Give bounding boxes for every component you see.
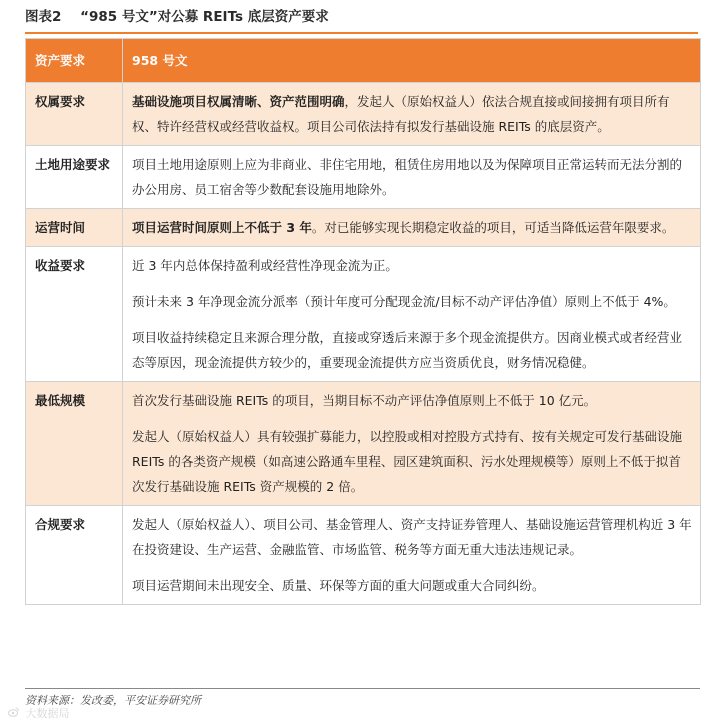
content-paragraph: [132, 89, 692, 139]
content-paragraph: 发起人（原始权益人）具有较强扩募能力，以控股或相对控股方式持有、按有关规定可发行基础设施 REITs 的各类资产规模（如高速公路通车里程、园区建筑面积、污水处理规模等）原则上不低于拟首次发行基础设施 REITs 资产规模的 2 倍。: [132, 429, 683, 494]
row-content: [123, 83, 701, 146]
row-content: [123, 382, 701, 506]
figure-label: 图表2: [25, 9, 62, 25]
row-label: 运营时间: [26, 209, 123, 247]
body-text: 项目土地用途原则上应为非商业、非住宅用地，租赁住房用地以及为保障项目正常运转而无法分割的办公用房、员工宿舍等少数配套设施用地除外。: [132, 157, 683, 197]
table-row: [26, 209, 701, 247]
row-content: [123, 146, 701, 209]
row-label: 权属要求: [26, 83, 123, 146]
watermark: [8, 707, 70, 721]
content-paragraph: 近 3 年内总体保持盈利或经营性净现金流为正。: [132, 258, 398, 273]
emphasis-text: 项目运营时间原则上不低于 3 年: [132, 220, 312, 235]
row-label: 合规要求: [26, 506, 123, 605]
table-row: [26, 146, 701, 209]
table-row: [26, 506, 701, 605]
weibo-like-icon: [8, 707, 19, 721]
row-label: 收益要求: [26, 247, 123, 382]
content-paragraph: 预计未来 3 年净现金流分派率（预计年度可分配现金流/目标不动产评估净值）原则上不低于 4%。: [132, 294, 676, 309]
figure-title: “985 号文”对公募 REITs 底层资产要求: [80, 9, 329, 25]
table-row: [26, 83, 701, 146]
row-label: 土地用途要求: [26, 146, 123, 209]
content-paragraph: 项目收益持续稳定且来源合理分散，直接或穿透后来源于多个现金流提供方。因商业模式或者经营业态等原因，现金流提供方较少的，重要现金流提供方应当资质优良，财务情况稳健。: [132, 330, 683, 370]
content-paragraph: 项目运营期间未出现安全、质量、环保等方面的重大问题或重大合同纠纷。: [132, 578, 545, 593]
header-col-requirement: 资产要求: [26, 39, 123, 83]
content-paragraph: [132, 215, 692, 240]
table-row: [26, 382, 701, 506]
table-header-row: [26, 39, 701, 83]
row-label: 最低规模: [26, 382, 123, 506]
source-note: 资料来源：发改委，平安证券研究所: [25, 688, 700, 709]
body-text: 。对已能够实现长期稳定收益的项目，可适当降低运营年限要求。: [311, 220, 675, 235]
emphasis-text: 基础设施项目权属清晰、资产范围明确: [132, 94, 345, 109]
content-paragraph: 首次发行基础设施 REITs 的项目，当期目标不动产评估净值原则上不低于 10 亿元。: [132, 393, 597, 408]
reits-requirements-table: [25, 38, 701, 605]
watermark-text: 大数据局: [25, 707, 70, 720]
content-paragraph: 发起人（原始权益人）、项目公司、基金管理人、资产支持证券管理人、基础设施运营管理机构近 3 年在投资建设、生产运营、金融监管、市场监管、税务等方面无重大违法违规记录。: [132, 517, 692, 557]
row-content: [123, 247, 701, 382]
content-paragraph: [132, 152, 692, 202]
header-col-document: 958 号文: [123, 39, 701, 83]
figure-header: [25, 6, 698, 34]
body-text: ，发起人（原始权益人）依法合规直接或间接拥有项目所有权、特许经营权或经营收益权。项目公司依法持有拟发行基础设施 REITs 的底层资产。: [132, 94, 670, 134]
row-content: [123, 506, 701, 605]
row-content: [123, 209, 701, 247]
table-row: [26, 247, 701, 382]
